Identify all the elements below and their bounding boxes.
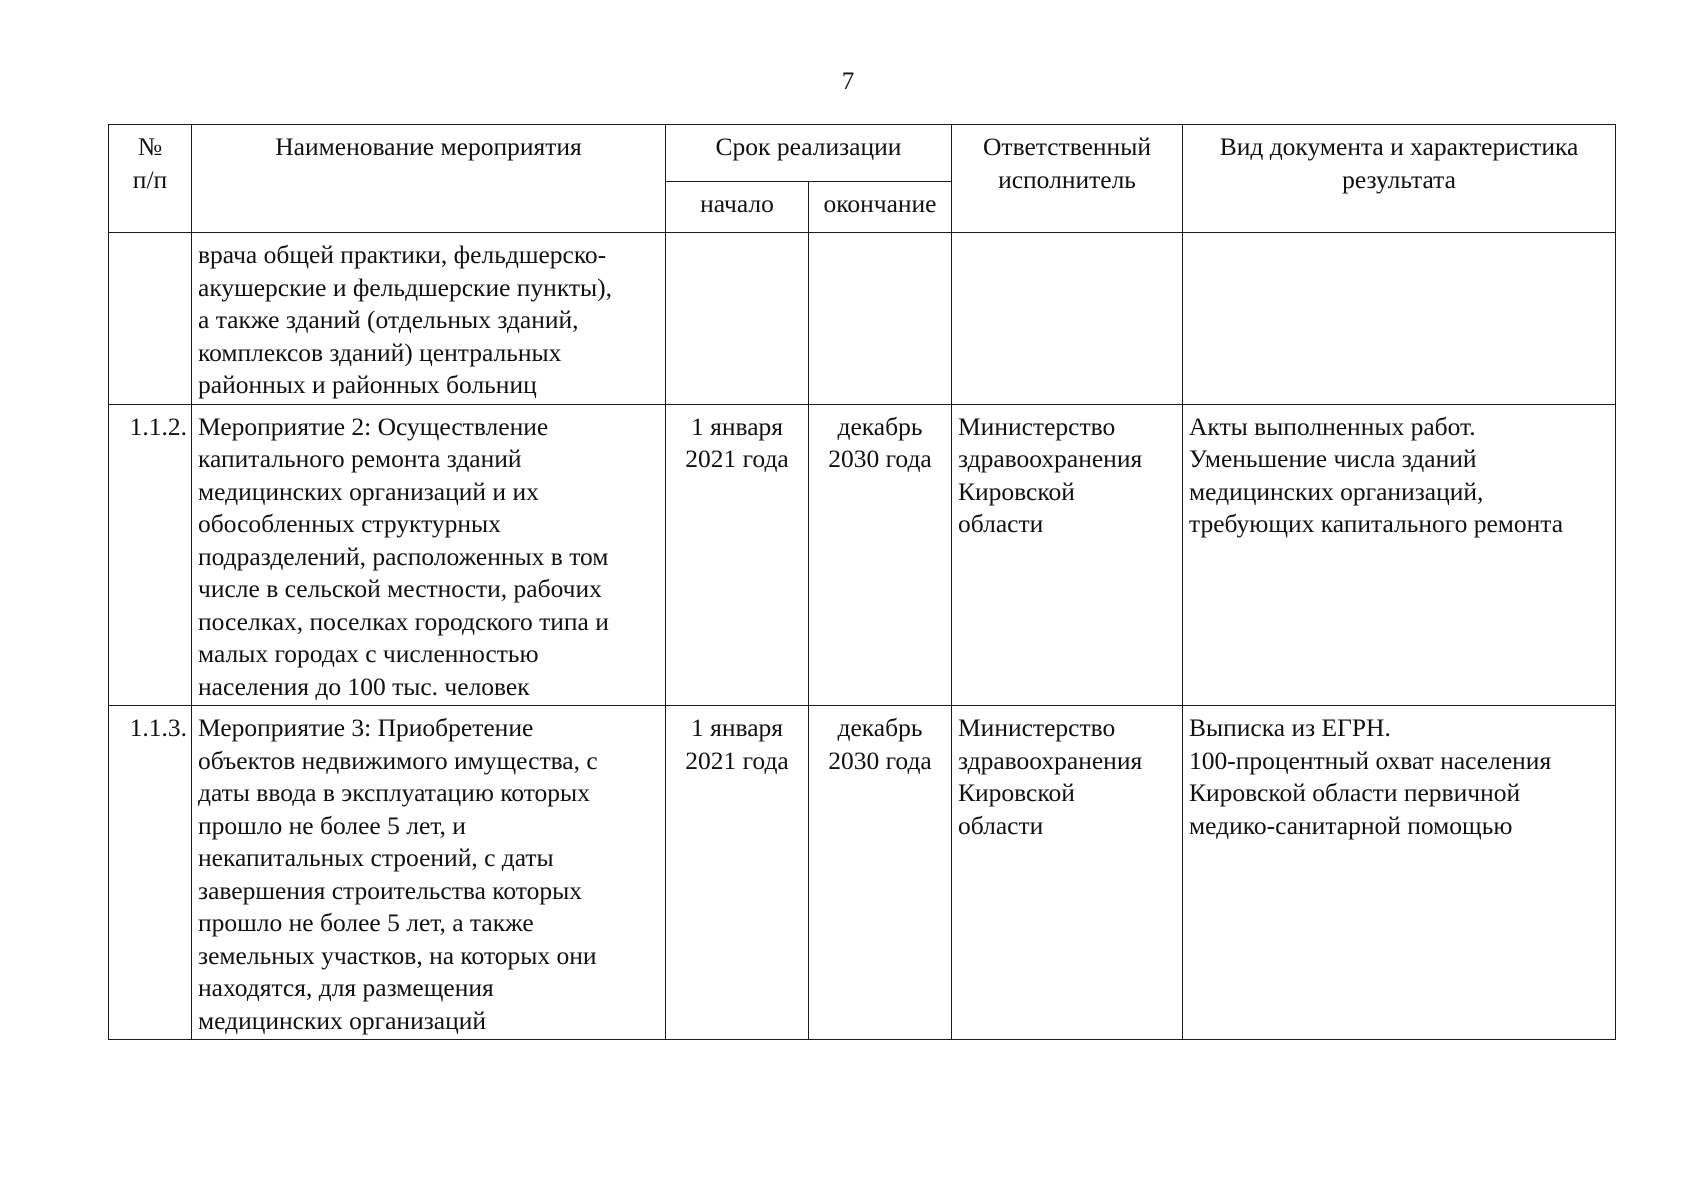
header-result: Вид документа и характеристика результата <box>1183 125 1616 233</box>
responsible-executor <box>952 233 1183 405</box>
activity-name-line: подразделений, расположенных в том <box>198 541 609 571</box>
start-date <box>666 706 809 1040</box>
responsible-executor-line: области <box>958 509 1044 538</box>
result-description-line: Акты выполненных работ. <box>1189 411 1476 441</box>
end-date-line: декабрь <box>837 411 923 441</box>
header-start: начало <box>666 182 809 233</box>
activity-name-line: Мероприятие 2: Осуществление <box>198 411 549 441</box>
header-end: окончание <box>809 182 952 233</box>
result-description <box>1183 233 1616 405</box>
result-description <box>1183 404 1616 706</box>
activities-table <box>108 124 1616 1040</box>
responsible-executor-line: Кировской <box>958 778 1075 807</box>
table-row <box>109 404 1616 706</box>
activity-name <box>192 706 666 1040</box>
start-date-line: 1 января <box>690 713 783 742</box>
activity-name-line: даты ввода в эксплуатацию которых <box>198 778 590 807</box>
activity-name <box>192 233 666 405</box>
activity-name-line: обособленных структурных <box>198 509 501 538</box>
end-date-line: декабрь <box>837 713 923 742</box>
row-number: 1.1.3. <box>109 706 192 1040</box>
table-header-row <box>109 125 1616 182</box>
activity-name <box>192 404 666 706</box>
activity-name-line: врача общей практики, фельдшерско- <box>198 240 607 269</box>
activity-name-line: находятся, для размещения <box>198 973 494 1002</box>
activity-name-line: прошло не более 5 лет, а также <box>198 908 534 937</box>
header-num: № п/п <box>109 125 192 233</box>
result-description-line: Уменьшение числа зданий <box>1189 444 1477 473</box>
end-date-line: 2030 года <box>828 745 932 775</box>
row-number: 1.1.2. <box>109 404 192 706</box>
activity-name-line: некапитальных строений, с даты <box>198 843 554 872</box>
row-number <box>109 233 192 405</box>
start-date-line: 2021 года <box>685 745 789 775</box>
activity-name-line: числе в сельской местности, рабочих <box>198 574 602 603</box>
activity-name-line: капитального ремонта зданий <box>198 444 522 473</box>
responsible-executor-line: Министерство <box>958 411 1116 441</box>
result-description-line: медицинских организаций, <box>1189 476 1484 506</box>
end-date <box>809 706 952 1040</box>
responsible-executor-line: Министерство <box>958 713 1116 742</box>
activity-name-line: Мероприятие 3: Приобретение <box>198 713 534 742</box>
responsible-executor <box>952 404 1183 706</box>
header-period: Срок реализации <box>666 125 952 182</box>
result-description-line: требующих капитального ремонта <box>1189 509 1564 538</box>
activity-name-line: прошло не более 5 лет, и <box>198 810 466 840</box>
header-name: Наименование мероприятия <box>192 125 666 233</box>
responsible-executor-line: Кировской <box>958 476 1075 506</box>
responsible-executor <box>952 706 1183 1040</box>
activity-name-line: завершения строительства которых <box>198 875 582 905</box>
activity-name-line: медицинских организаций <box>198 1005 487 1035</box>
page-number: 7 <box>841 68 855 95</box>
activity-name-line: районных и районных больниц <box>198 370 537 399</box>
responsible-executor-line: здравоохранения <box>958 745 1143 775</box>
activity-name-line: акушерские и фельдшерские пункты), <box>198 272 613 302</box>
activity-name-line: комплексов зданий) центральных <box>198 337 562 367</box>
activity-name-line: а также зданий (отдельных зданий, <box>198 305 579 334</box>
result-description-line: медико-санитарной помощью <box>1189 810 1513 840</box>
table-row <box>109 706 1616 1040</box>
table-row <box>109 233 1616 405</box>
activity-name-line: населения до 100 тыс. человек <box>198 671 530 701</box>
activity-name-line: поселках, поселках городского типа и <box>198 606 609 636</box>
start-date-line: 2021 года <box>685 444 789 473</box>
start-date <box>666 233 809 405</box>
start-date-line: 1 января <box>690 411 783 441</box>
result-description-line: Кировской области первичной <box>1189 778 1521 807</box>
activity-name-line: малых городах с численностью <box>198 639 539 668</box>
end-date-line: 2030 года <box>828 444 932 473</box>
end-date <box>809 233 952 405</box>
header-responsible: Ответственный исполнитель <box>952 125 1183 233</box>
responsible-executor-line: области <box>958 810 1044 840</box>
end-date <box>809 404 952 706</box>
result-description-line: 100-процентный охват населения <box>1189 745 1552 775</box>
activity-name-line: земельных участков, на которых они <box>198 940 597 970</box>
result-description-line: Выписка из ЕГРН. <box>1189 713 1391 742</box>
start-date <box>666 404 809 706</box>
activity-name-line: объектов недвижимого имущества, с <box>198 745 598 775</box>
activity-name-line: медицинских организаций и их <box>198 476 539 506</box>
result-description <box>1183 706 1616 1040</box>
responsible-executor-line: здравоохранения <box>958 444 1143 473</box>
